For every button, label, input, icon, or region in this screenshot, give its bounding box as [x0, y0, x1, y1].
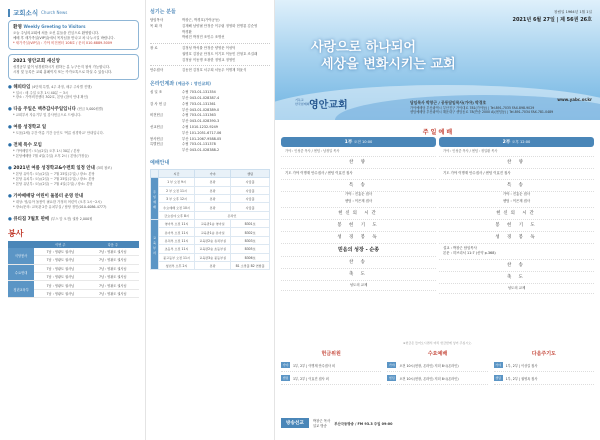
table-cell: 7남 : 영광도 권사님: [87, 256, 139, 264]
table-cell: 7남 : 영광도 권사님: [34, 289, 86, 297]
offering-note: ※헌금은 들어오시면서 미리 헌금함에 넣어 주십시오.: [402, 341, 473, 345]
table-row: [8, 281, 139, 289]
order-item: 찬 양: [281, 157, 436, 169]
column-header: [151, 169, 159, 177]
account-number: 수협 703-01-131354: [182, 90, 216, 95]
welcome-line: * 새가족실(VIP실) : 가야 비전센터 108호 / 문의 010-6889-5009: [13, 41, 113, 46]
staff-role: 목 회 자: [150, 23, 162, 28]
news-item: [8, 54, 139, 79]
order-item: 기도 가야 이병재 안수집사 / 센텀 이효진 집사: [285, 171, 353, 176]
staff-row: [150, 68, 270, 74]
news-item-line: * 일시 : 매 주일 오후 1시 40분 ~ 3시: [13, 90, 69, 95]
pastor-line: 담임목사 박창근 / 공동담임목사(가야) 박경호: [410, 100, 487, 105]
table-cell: 교육관1층 유아실: [195, 228, 231, 236]
table-cell: 본당: [195, 178, 231, 186]
offering-row: [281, 372, 381, 385]
worship-table: [150, 169, 270, 271]
news-column: [0, 0, 145, 440]
order-item: 헌신의 시간: [281, 208, 436, 220]
table-cell: 교육관2층 유치부실: [195, 236, 231, 244]
accounts-note: (예금주 : 영안교회): [175, 81, 211, 87]
table-cell: B305호: [231, 245, 270, 253]
location-tag: 가야: [388, 363, 395, 367]
bongsa-table: [8, 241, 139, 298]
table-cell: 사랑홀: [231, 186, 270, 194]
order-item: 가야 : 진흥순 집사: [344, 191, 373, 196]
staff-names: 박창근, 박경호(가야공동): [182, 18, 220, 22]
news-item-note: (4단계 특별, 4주 과정, 매주 주차별 진행): [31, 84, 92, 89]
table-row: [151, 228, 270, 236]
table-cell: 7남 : 영광도 권사님: [34, 272, 86, 280]
staff-row: [150, 58, 270, 64]
row-label: 식당봉사: [8, 248, 34, 264]
table-cell: 사랑홀: [231, 194, 270, 202]
account-label: 십 일 조: [150, 90, 162, 95]
table-cell: 7남 : 영광도 권사님: [34, 281, 86, 289]
broadcast-info: 부산극동방송 / FM 93.3 주일 09:00: [334, 421, 393, 426]
table-cell: 교육관2층 초등부실: [195, 245, 231, 253]
news-subtitle: Church News: [41, 10, 68, 15]
location-tag: 가야: [282, 363, 289, 367]
table-cell: 7남 : 영광도 권사님: [34, 264, 86, 272]
offering-column: [281, 350, 381, 385]
news-item-line: * 장소/문의: 교육관 2층 유치부실 / 담당 정민(010-4086-4777): [13, 204, 107, 209]
broadcast-tag: 방송선교: [281, 418, 309, 428]
bullet-icon: ●: [8, 107, 12, 113]
sermon-preacher: 설교 : 박창근 담임목사: [443, 245, 477, 250]
row-label: 수요헌대: [8, 264, 34, 281]
order-item: 특 송: [439, 180, 594, 192]
sermon-passage: 본문 : 히브리서 11:7 (신약 p.368): [443, 251, 496, 256]
column-header: 이번 주: [34, 241, 86, 248]
staff-role: [150, 35, 182, 41]
column-header: 센텀: [231, 169, 270, 177]
sermon-title: 믿음의 성장 - 순종: [281, 244, 436, 257]
order-item: 성 경 봉 독: [281, 232, 436, 244]
welcome-box: [8, 20, 139, 50]
account-label: 선교헌금: [150, 124, 164, 129]
news-item: [8, 216, 139, 222]
location-tag: 가야: [495, 363, 502, 367]
broadcast-line: 박창근 목사: [312, 419, 331, 423]
account-number: 수협 703-01-131363: [182, 113, 216, 118]
bullet-icon: ●: [8, 193, 12, 199]
table-cell: 7남 : 영광도 권사님: [87, 289, 139, 297]
issue-meta: [512, 10, 592, 24]
news-item-line: * 본당 유년부: 오늘(2일) ~ 7월 4일(주일) / 장소: 본당: [13, 182, 93, 187]
table-cell: 수요예배 오전 10시: [159, 203, 195, 211]
news-item-line: 성경공부 없이 성경원하시기 원하는 분 누구든지 참석 가능합니다.: [13, 65, 111, 70]
table-cell: 영아부 오전 11시: [159, 220, 195, 228]
staff-names: 권명호 김창균 안정도 이기호 이동민 전형호 조걸래: [182, 51, 258, 56]
account-number: 부산 101-2051-6717-06: [182, 130, 222, 135]
table-cell: 7남 : 영광도 권사님: [87, 272, 139, 280]
service-number: 1부: [344, 140, 353, 145]
table-cell: B306호: [231, 253, 270, 261]
news-item-line: 시청 및 등록은 교회 홈페이지 또는 카카오톡으로 하실 수 있습니다.: [13, 70, 113, 75]
sunday-worship-title: 주 일 예 배: [422, 129, 453, 136]
news-item-title: 큐티집 7월호 판매: [13, 216, 50, 222]
table-row: [151, 253, 270, 261]
order-item: 찬 송: [281, 257, 436, 269]
news-title: 교회소식: [13, 9, 39, 17]
table-row: [8, 248, 139, 256]
news-item-title: 해피타임: [13, 84, 31, 90]
church-logo: 영안교회: [309, 100, 348, 111]
account-label: 감 사 헌 금: [150, 101, 167, 106]
news-item: [8, 106, 139, 118]
row-label: 청년교육부: [8, 281, 34, 298]
order-item: 헌신의 시간: [439, 208, 594, 220]
table-cell: 유치부 오전 11시: [159, 236, 195, 244]
header-bar: [8, 9, 10, 17]
order-item: 봉 헌 기 도: [281, 220, 436, 232]
news-header: [8, 8, 139, 17]
news-item-note: (3회 참조): [96, 166, 112, 171]
news-item: [8, 124, 139, 136]
table-cell: 청년부 오후 2시: [159, 261, 195, 269]
founded-date: 창립일 1964년 1월 1일: [554, 10, 592, 14]
table-cell: 7남 : 영광도 권사님: [34, 248, 86, 256]
table-cell: 교육관3층 중등부실: [195, 253, 231, 261]
account-number: 부산 101-2067-9588-05: [182, 136, 222, 141]
table-row: [151, 203, 270, 211]
table-cell: 온라인: [195, 211, 270, 219]
account-number: 부산 043-01-028389-0: [182, 107, 220, 112]
offering-row: [494, 372, 594, 385]
news-item-title: 가야배배당 어린이 돌봄터 운영 안내: [13, 193, 84, 199]
offering-title: 헌금위원: [321, 351, 341, 357]
account-label: 특별헌금: [150, 142, 164, 147]
account-row: [150, 113, 270, 125]
news-item: [8, 165, 139, 187]
table-row: [151, 178, 270, 186]
table-cell: B303호: [231, 236, 270, 244]
accounts-title: 온라인계좌: [150, 81, 175, 88]
slogan-line: 사랑으로 하나되어: [311, 40, 416, 55]
welcome-heading: 환영: [13, 25, 22, 30]
staff-names: 김재해 남양필 안정증 이우림 정영화 현명룡 김순영: [182, 23, 258, 28]
bullet-icon: ●: [8, 216, 12, 222]
logo-small: 기독교 한국침례회: [295, 98, 310, 106]
table-row: [151, 194, 270, 202]
order-item: 기도 가야 이병재 안수집사 / 센텀 이효진 집사: [443, 171, 511, 176]
account-number: 부산 043-01-028388-2: [182, 148, 220, 153]
worship-order-second: [439, 137, 594, 294]
order-item: 축 도: [281, 269, 436, 281]
table-row: [151, 236, 270, 244]
bullet-icon: ●: [8, 125, 12, 131]
account-label: 봉사헌금: [150, 136, 164, 141]
account-number: 부산 043-01-028387-4: [182, 96, 220, 101]
news-item: [8, 142, 139, 159]
account-number: 수협 703-01-131378: [182, 142, 216, 147]
address-line: 센텀예배당 부산광역시 해운대구 센텀동로 78(반송 2000 A)(센텀동) | Tel.891-7034 FAX.781-0489: [410, 110, 554, 115]
news-item-line: * 본당예배당 7월 4일(주일) 오후 2시 / 본당(가정들): [13, 154, 89, 159]
staff-role: 안수집사: [150, 68, 164, 73]
table-row: [151, 186, 270, 194]
table-cell: 사랑홀: [231, 203, 270, 211]
table-cell: 7남 : 영광도 권사님: [87, 281, 139, 289]
cover-column: [275, 0, 600, 440]
table-header-row: [151, 169, 270, 177]
offering-row: [387, 359, 487, 372]
group-label: 교육부서: [151, 220, 159, 270]
welcome-line: 오늘 주님의교회에 처음 오신 분들을 진심으로 환영합니다.: [13, 31, 100, 35]
account-row: [150, 102, 270, 114]
staff-column: [145, 0, 275, 440]
news-item-line: * 가야배맡기: 오늘(2일) 오후 1시 30분 / 본당: [13, 149, 80, 154]
offering-section: [275, 350, 600, 385]
column-header: 시간: [159, 169, 195, 177]
table-cell: 7남 : 영광도 권사님: [34, 256, 86, 264]
slogan: [311, 40, 456, 74]
order-item: 성도의 교제: [439, 284, 594, 294]
table-cell: B302호: [231, 228, 270, 236]
staff-names: 박평전 박정민 조민수 조명선: [182, 35, 225, 40]
table-header-row: [8, 241, 139, 248]
order-item: 성도의 교제: [281, 281, 436, 291]
offering-column: [387, 350, 487, 385]
news-item-line: * 장소 : 가야비전센터 302호, 본당 (참석 안내 확인): [13, 95, 89, 100]
offering-row: [494, 359, 594, 372]
news-item-line: * 본당 유치부: 오늘(2일) ~ 7월 25일(주일) / 장소: 본당: [13, 177, 95, 182]
news-item-title: 여름 성경학교 일: [13, 125, 47, 131]
offering-text: 오전 10시(현장, 온라인) 저녁 8시(온라인): [399, 376, 459, 381]
account-label: 비전헌금: [150, 113, 164, 118]
table-cell: 7남 : 영광도 권사님: [87, 264, 139, 272]
table-cell: 본당: [195, 186, 231, 194]
service-time: 오전 10:00: [353, 140, 373, 144]
staff-role: [150, 58, 182, 64]
divider: [150, 43, 270, 44]
staff-title: 섬기는 분들: [150, 9, 176, 15]
broadcast-bar: [281, 418, 392, 428]
table-cell: 초등부 오전 11시: [159, 245, 195, 253]
table-cell: B1 소망홀 B2 연합홀: [231, 261, 270, 269]
website-link[interactable]: www.yabc.or.kr: [557, 97, 592, 102]
slogan-line: 세상을 변화시키는 교회: [321, 56, 456, 72]
table-cell: 본당: [195, 203, 231, 211]
news-item-title: 2021년 여름 성경학교&수련회 일정 안내: [13, 166, 95, 172]
news-item-note: (헌금 5,000원별): [77, 107, 104, 112]
location-tag: 센텀: [495, 376, 502, 380]
news-item-title: 다음 주일은 맥추감사주일입니다: [13, 107, 76, 113]
worship-order-first: [281, 137, 436, 291]
bongsa-title: 봉사: [8, 228, 24, 238]
bullet-icon: ●: [8, 84, 12, 90]
location-tag: 센텀: [388, 376, 395, 380]
news-item-title: 전체 특수 모임: [13, 143, 42, 149]
service-number: 2부: [502, 140, 511, 145]
location-tag: 센텀: [282, 376, 289, 380]
news-item-line: * 도움(2세) 주간 여름 기간 등인도 '여름 성경학교' 안내입니다.: [13, 131, 104, 136]
offering-text: 1부, 2부 | 권영옥 집사: [505, 376, 538, 381]
issue-date: 2021년 6월 27일 | 제 56권 26호: [512, 16, 592, 23]
news-item-note: (부스 앞 오전) 권장 2,000원: [50, 216, 93, 221]
column-header: 가야: [195, 169, 231, 177]
order-item: 센텀 : 이은재 집사: [439, 197, 594, 207]
table-cell: 유아부 오전 11시: [159, 228, 195, 236]
group-label: 주일예배: [151, 178, 159, 220]
staff-row: [150, 35, 270, 41]
order-item: 축 도: [439, 272, 594, 284]
staff-names: 김정남 이동명 조광한 정영교 정영민: [182, 57, 236, 62]
offering-text: 1부, 2부 | 이병재 안수집사 외: [293, 363, 335, 368]
table-row: [151, 261, 270, 269]
order-item: 봉 헌 기 도: [439, 220, 594, 232]
order-item: 성 경 봉 독: [439, 232, 594, 244]
offering-title: 수요예배: [427, 351, 448, 357]
table-cell: 본당: [195, 261, 231, 269]
table-cell: 7남 : 영광도 권사님: [87, 248, 139, 256]
order-item: 특 송: [281, 180, 436, 192]
welcome-line: 예배 후 새가족실(VIP실)에서 목자님을 만나고 차 나누시길 바랍니다.: [13, 36, 115, 41]
service-time: 오후 12:00: [511, 140, 531, 144]
news-item: [8, 193, 139, 210]
news-item-title: 2021 영안교회 새신앙: [13, 59, 61, 65]
staff-names: 박경환: [182, 29, 192, 34]
staff-names: 김정성 박석률 안정증 양영문 이성덕: [182, 46, 236, 51]
order-item: 찬 양: [439, 157, 594, 169]
order-lead: 가야 : 인성중 목사 / 센텀 : 남정일 목사: [281, 147, 436, 157]
address-line: 가야예배당 부산광역시 부산진구 가야대로 781(가야동) | Tel.891-7035 FAX.898-9029: [410, 105, 535, 110]
account-row: [150, 142, 270, 154]
table-cell: 2 부 오전 11시: [159, 186, 195, 194]
table-row: [8, 264, 139, 272]
account-number: 부산 043-01-028390-3: [182, 119, 220, 124]
order-item: 센텀 : 이은재 집사: [281, 197, 436, 207]
order-lead: 가야 : 인성중 목사 / 센텀 : 정일환 목사: [439, 147, 594, 157]
account-number: 수협 1010-1232-9249: [182, 124, 218, 129]
table-cell: 금요심야 오후 8시: [159, 211, 195, 219]
offering-text: 오전 10시(현장, 온라인) 저녁 8시(온라인): [399, 363, 459, 368]
bullet-icon: ●: [8, 143, 12, 149]
table-cell: 사랑홀: [231, 178, 270, 186]
news-item-line: * 본당 유아부: 오늘(2일) ~ 7월 25일(주일) / 장소: 본당: [13, 172, 95, 177]
column-header: 다음 주: [87, 241, 139, 248]
offering-row: [387, 372, 487, 385]
table-cell: 중고등부 오전 11시: [159, 253, 195, 261]
table-cell: B301호: [231, 220, 270, 228]
table-cell: 3 부 오후 12시: [159, 194, 195, 202]
account-row: [150, 125, 270, 137]
table-row: [151, 245, 270, 253]
welcome-subheading: Weekly Greeting to Visitors: [23, 24, 86, 29]
order-item: 찬 송: [439, 260, 594, 272]
news-item-line: * 대상: 영/유아 돌봄이 필요한 가정의 어린이 (오후 1시~2시): [13, 199, 102, 204]
account-row: [150, 90, 270, 102]
offering-title: 다음주기도: [531, 351, 556, 357]
order-item: 가야 : 진흥순 집사: [502, 191, 531, 196]
staff-role: 담임목사: [150, 18, 164, 22]
worship-info-title: 예배안내: [150, 159, 170, 166]
bullet-icon: ●: [8, 166, 12, 172]
divider: [150, 65, 270, 66]
offering-text: 1부, 2부 | 이상길 집사: [505, 363, 538, 368]
account-number: 수협 703-01-131361: [182, 101, 216, 106]
offering-column: [494, 350, 594, 385]
table-cell: 1 부 오전 9시: [159, 178, 195, 186]
table-row: [151, 220, 270, 228]
offering-row: [281, 359, 381, 372]
offering-text: 1부, 2부 | 이효진 집사 외: [293, 376, 329, 381]
table-cell: 본당: [195, 194, 231, 202]
cover-banner: [275, 0, 600, 120]
news-item-line: * 교회부서 자유기부 및 감사헌금으로 드립니다.: [13, 113, 82, 118]
table-row: [151, 211, 270, 219]
church-contact: [410, 100, 553, 115]
broadcast-line: 설교 방송: [312, 424, 327, 428]
staff-role: 장 로: [150, 46, 158, 51]
table-cell: 교육관1층 영아실: [195, 220, 231, 228]
staff-names: 김동현 김정호 서주희 서동우 이명재 허윤식: [182, 68, 247, 73]
news-item: [8, 84, 139, 101]
